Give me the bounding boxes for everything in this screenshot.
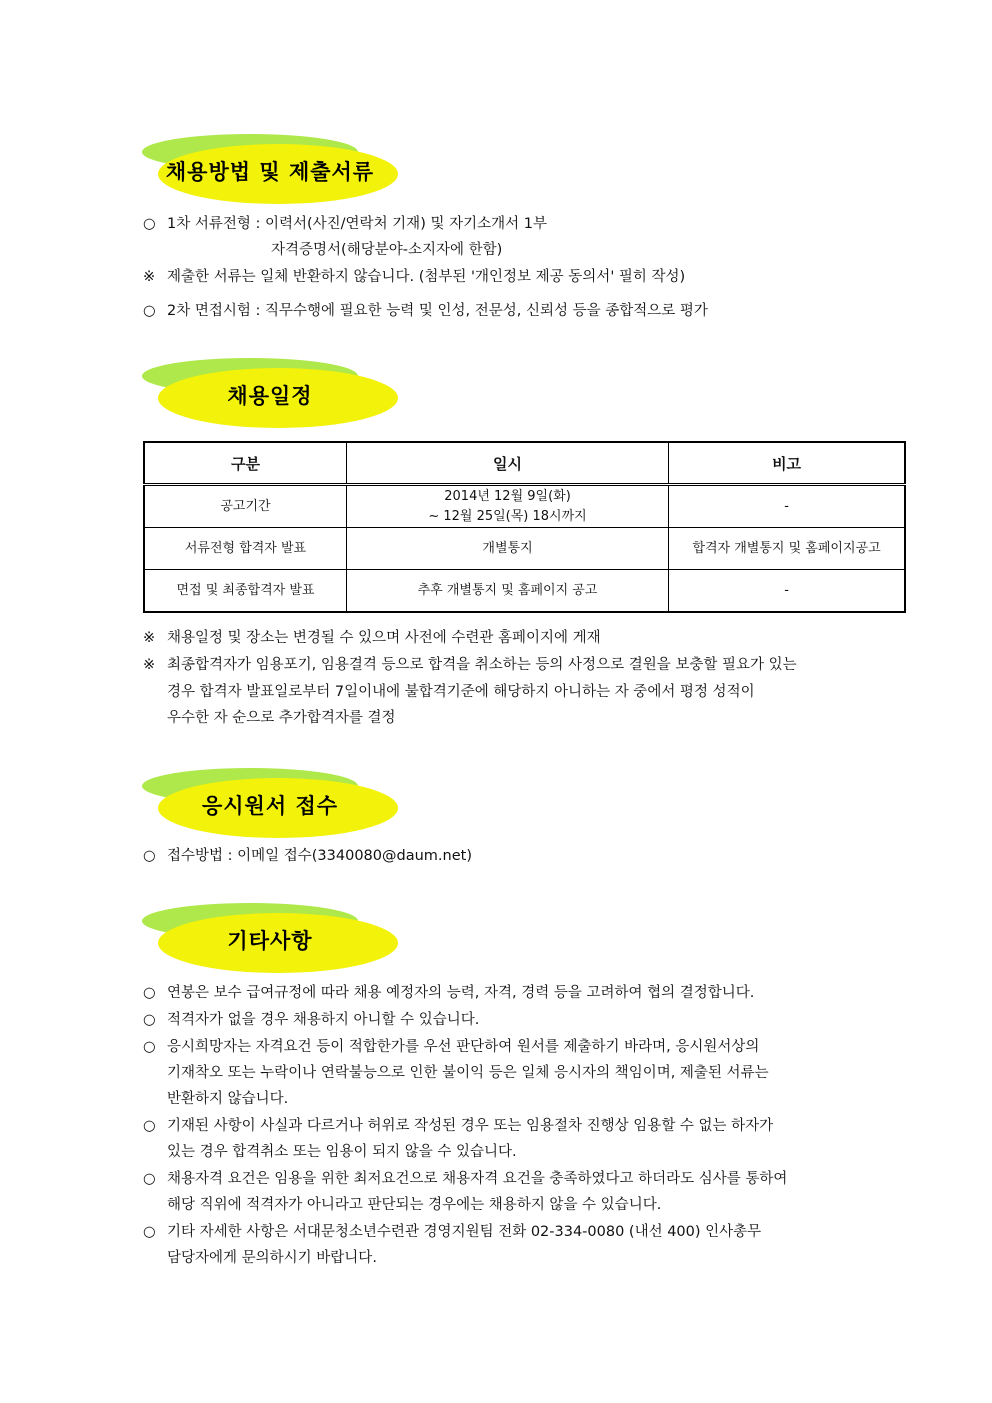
etc-line-3: ○ 응시희망자는 자격요건 등이 적합한가를 우선 판단하여 원서를 제출하기 바라며, 응시원서상의 bbox=[143, 1039, 760, 1055]
etc-line-1: ○ 연봉은 보수 급여규정에 따라 채용 예정자의 능력, 자격, 경력 등을 고려하여 협의 결정합니다. bbox=[143, 985, 755, 1001]
table-header-row bbox=[144, 442, 905, 485]
method-line-2: ※ 제출한 서류는 일체 반환하지 않습니다. (첨부된 '개인정보 제공 동의서' 필히 작성) bbox=[143, 269, 686, 285]
section-title: 기타사항 bbox=[227, 929, 313, 953]
section-header-method bbox=[140, 130, 400, 212]
table-cell-date: 2014년 12월 9일(화) ~ 12월 25일(목) 18시까지 bbox=[346, 485, 668, 528]
table-header-cell: 일시 bbox=[346, 442, 668, 485]
schedule-note-2c: 우수한 자 순으로 추가합격자를 결정 bbox=[167, 710, 396, 726]
etc-line-4b: 있는 경우 합격취소 또는 임용이 되지 않을 수 있습니다. bbox=[167, 1144, 517, 1160]
table-row bbox=[144, 570, 905, 613]
schedule-note-1: ※ 채용일정 및 장소는 변경될 수 있으며 사전에 수련관 홈페이지에 게재 bbox=[143, 630, 601, 646]
etc-line-3c: 반환하지 않습니다. bbox=[167, 1091, 289, 1107]
table-row bbox=[144, 528, 905, 570]
section-header-schedule bbox=[140, 354, 400, 436]
schedule-note-2: ※ 최종합격자가 임용포기, 임용결격 등으로 합격을 취소하는 등의 사정으로 결원을 보충할 필요가 있는 bbox=[143, 657, 797, 673]
table-cell-note: - bbox=[669, 485, 905, 528]
section-title: 채용일정 bbox=[227, 384, 313, 408]
section-header-etc bbox=[140, 899, 400, 981]
schedule-table bbox=[143, 441, 906, 613]
etc-line-2: ○ 적격자가 없을 경우 채용하지 아니할 수 있습니다. bbox=[143, 1012, 480, 1028]
etc-line-3b: 기재착오 또는 누락이나 연락불능으로 인한 불이익 등은 일체 응시자의 책임이며, 제출된 서류는 bbox=[167, 1065, 769, 1081]
table-cell-note: - bbox=[669, 570, 905, 613]
table-cell-label: 공고기간 bbox=[144, 485, 346, 528]
etc-line-6b: 담당자에게 문의하시기 바랍니다. bbox=[167, 1250, 377, 1266]
table-cell-note: 합격자 개별통지 및 홈페이지공고 bbox=[669, 528, 905, 570]
etc-line-5: ○ 채용자격 요건은 임용을 위한 최저요건으로 채용자격 요건을 충족하였다고 하더라도 심사를 통하여 bbox=[143, 1171, 788, 1187]
section-title: 채용방법 및 제출서류 bbox=[165, 160, 375, 184]
section-title: 응시원서 접수 bbox=[201, 794, 339, 818]
schedule-note-2b: 경우 합격자 발표일로부터 7일이내에 불합격기준에 해당하지 아니하는 자 중에서 평정 성적이 bbox=[167, 684, 755, 700]
method-line-3: ○ 2차 면접시험 : 직무수행에 필요한 능력 및 인성, 전문성, 신뢰성 등을 종합적으로 평가 bbox=[143, 303, 708, 319]
apply-line-1: ○ 접수방법 : 이메일 접수(3340080@daum.net) bbox=[143, 848, 472, 864]
section-header-apply bbox=[140, 764, 400, 846]
etc-line-5b: 해당 직위에 적격자가 아니라고 판단되는 경우에는 채용하지 않을 수 있습니다. bbox=[167, 1197, 662, 1213]
table-row bbox=[144, 485, 905, 528]
table-header-cell: 비고 bbox=[669, 442, 905, 485]
table-cell-label: 서류전형 합격자 발표 bbox=[144, 528, 346, 570]
table-cell-date: 개별통지 bbox=[346, 528, 668, 570]
method-line-1b: 자격증명서(해당분야-소지자에 한함) bbox=[271, 242, 503, 258]
table-cell-date: 추후 개별통지 및 홈페이지 공고 bbox=[346, 570, 668, 613]
etc-line-6: ○ 기타 자세한 사항은 서대문청소년수련관 경영지원팀 전화 02-334-0080 (내선 400) 인사총무 bbox=[143, 1224, 762, 1240]
table-cell-label: 면접 및 최종합격자 발표 bbox=[144, 570, 346, 613]
table-header-cell: 구분 bbox=[144, 442, 346, 485]
method-line-1: ○ 1차 서류전형 : 이력서(사진/연락처 기재) 및 자기소개서 1부 bbox=[143, 216, 547, 232]
etc-line-4: ○ 기재된 사항이 사실과 다르거나 허위로 작성된 경우 또는 임용절차 진행상 임용할 수 없는 하자가 bbox=[143, 1118, 774, 1134]
